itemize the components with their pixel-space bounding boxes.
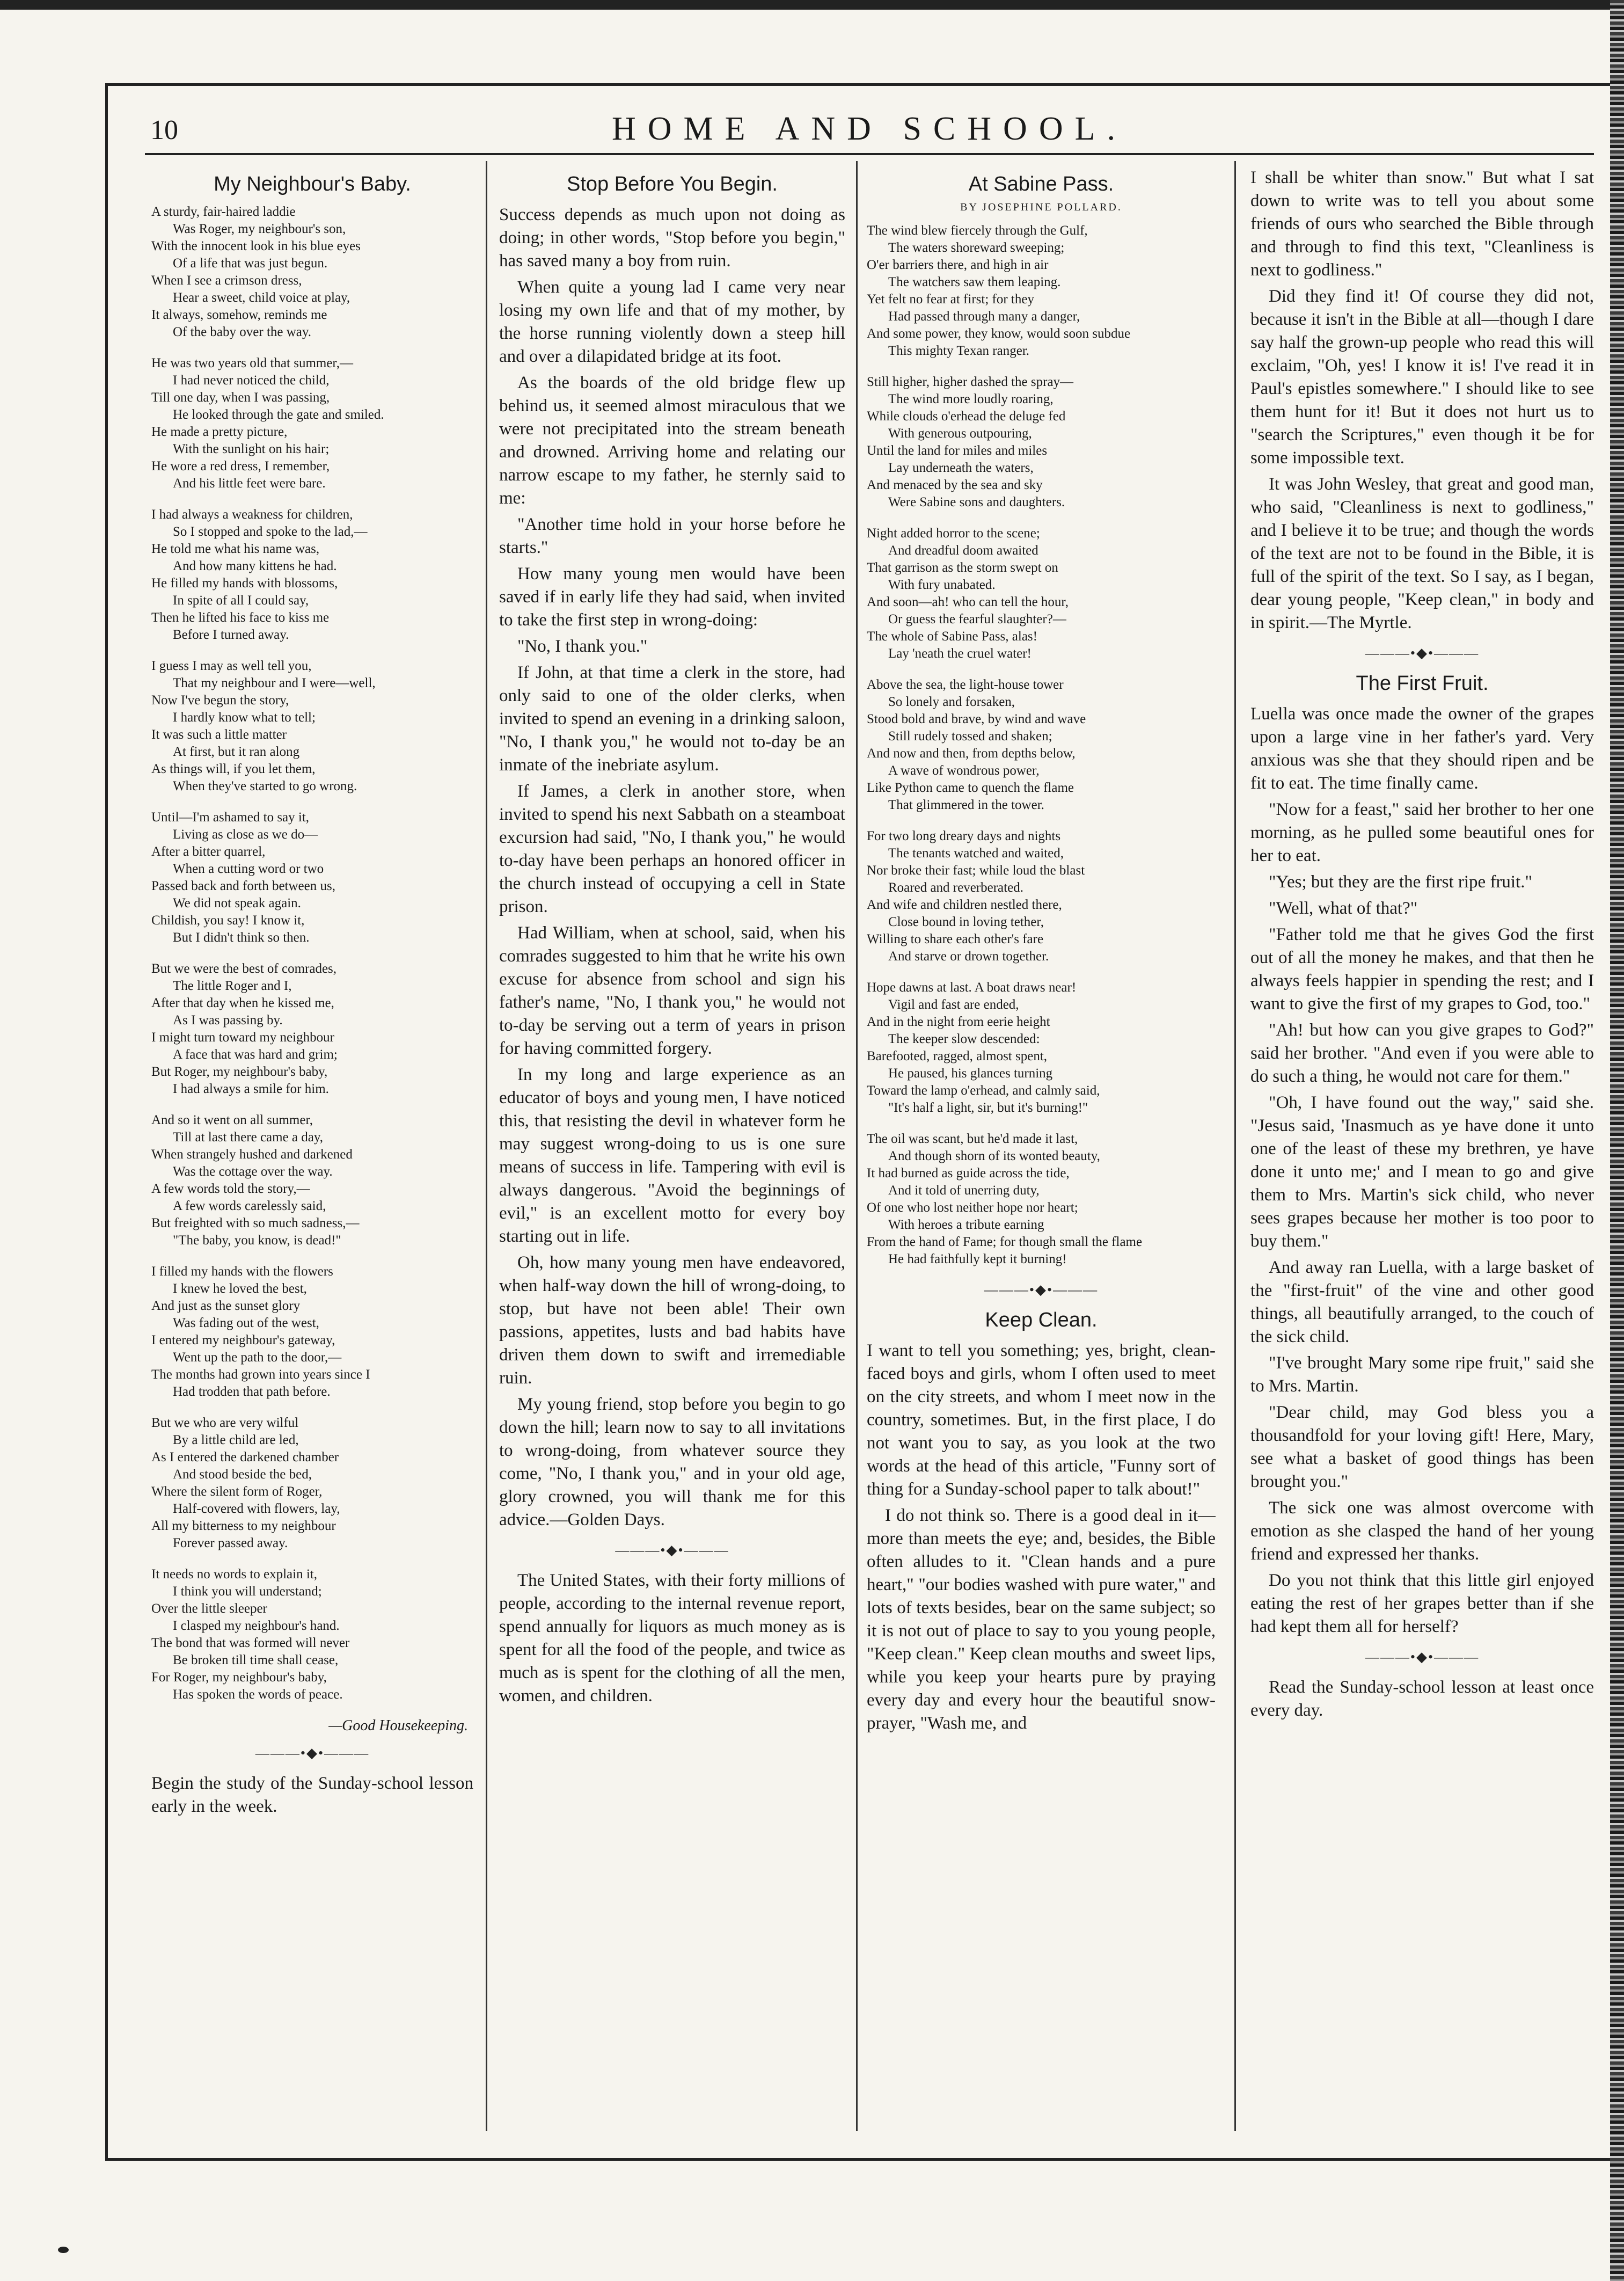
ornament-divider: ―――•◆•――― [615,1542,729,1558]
poem-line: And how many kittens he had. [173,559,337,573]
page-number: 10 [150,115,178,145]
article-body-stop-before-you-begin [499,203,845,1532]
stanza [867,979,1216,1117]
poem-line: Still rudely tossed and shaken; [888,729,1052,744]
column-4 [1250,166,1594,2126]
poem-line: The wind more loudly roaring, [888,392,1054,406]
poem-line: Childish, you say! I know it, [151,913,305,928]
poem-line: I guess I may as well tell you, [151,659,312,673]
poem-line: I think you will understand; [173,1584,322,1599]
poem-line: Now I've begun the story, [151,693,289,708]
poem-line: A few words carelessly said, [173,1199,326,1213]
poem-line: Lay 'neath the cruel water! [888,646,1032,661]
paragraph: Oh, how many young men have endeavored, when half-way down the hill of wrong-doing, to stop, but have not been able! Their own passions, appetites, lusts and bad habits have driven them down to swift and irremediable ruin. [499,1253,845,1388]
poem-line: Were Sabine sons and daughters. [888,495,1065,509]
paragraph: The sick one was almost overcome with emotion as she clasped the hand of her young friend and expressed her thanks. [1250,1498,1594,1564]
poem-line: A few words told the story,— [151,1182,310,1196]
poem-line: Has spoken the words of peace. [173,1687,343,1702]
stanza [151,1566,473,1703]
paragraph: Did they find it! Of course they did not, because it isn't in the Bible at all—though I dare say half the grown-up people who read this will exclaim, "Oh, yes! I know it is! I've read it in Paul's epistles somewhere." I should like to see them hunt for it! But it does not hurt us to "search the Scriptures," even though it be for some impossible text. [1250,287,1594,468]
poem-line: I knew he loved the best, [173,1281,307,1296]
masthead: HOME AND SCHOOL. [612,111,1127,147]
paragraph: I do not think so. There is a good deal in it—more than meets the eye; and, besides, the Bible often alludes to it. "Clean hands and a pure heart," "our bodies washed with pure water," and lots of texts besides, bear on the same subject; so it is not out of place to say to you young people, "Keep clean." Keep clean mouths and sweet lips, while you keep your hearts pure by praying every day and every hour the beautiful snow-prayer, "Wash me, and [867,1506,1216,1733]
poem-line: Stood bold and brave, by wind and wave [867,712,1086,726]
poem-line: And his little feet were bare. [173,476,326,491]
stanza [151,1263,473,1401]
poem-line: But freighted with so much sadness,— [151,1216,360,1230]
column-rule [486,161,487,2131]
poem-line: And it told of unerring duty, [888,1183,1040,1198]
poem-line: When a cutting word or two [173,862,324,876]
stanza [867,828,1216,965]
paragraph: "Now for a feast," said her brother to her one morning, as he pulled some beautiful ones for her to eat. [1250,800,1594,865]
paragraph: In my long and large experience as an educator of boys and young men, I have noticed this, that resisting the devil in whatever form he may suggest wrong-doing to us is one sure means of success in life. Tampering with evil is always dangerous. "Avoid the beginnings of evil," is an excellent motto for every boy starting out in life. [499,1065,845,1246]
stanza [151,960,473,1098]
section-title: The First Fruit. [1356,672,1489,695]
column-1 [151,166,473,2126]
poem-line: Night added horror to the scene; [867,526,1040,541]
poem-line: He told me what his name was, [151,542,320,556]
poem-line: I entered my neighbour's gateway, [151,1333,335,1347]
poem-line: And menaced by the sea and sky [867,478,1043,492]
paragraph: "Another time hold in your horse before he starts." [499,515,845,557]
poem-line: That my neighbour and I were—well, [173,676,376,690]
poem-line: The waters shoreward sweeping; [888,241,1065,255]
paragraph: "Dear child, may God bless you a thousandfold for your loving gift! Here, Mary, see what a basket of good things has been brought you." [1250,1403,1594,1491]
poem-line: The watchers saw them leaping. [888,275,1061,289]
poem-line: As things will, if you let them, [151,762,316,776]
poem-line: Barefooted, ragged, almost spent, [867,1049,1048,1063]
paragraph: Do you not think that this little girl enjoyed eating the rest of her grapes better than if she had kept them all for herself? [1250,1571,1594,1636]
poem-line: The bond that was formed will never [151,1636,350,1650]
stanza [867,374,1216,511]
poem-line: He looked through the gate and smiled. [173,407,384,422]
poem-line: Roared and reverberated. [888,880,1023,895]
poem-line: The wind blew fiercely through the Gulf, [867,223,1088,238]
poem-line: And soon—ah! who can tell the hour, [867,595,1069,609]
bottom-rule [105,2158,1608,2160]
poem-line: "The baby, you know, is dead!" [173,1233,341,1248]
poem-line: Was fading out of the west, [173,1316,319,1330]
poem-line: And some power, they know, would soon subdue [867,326,1131,341]
paragraph: "I've brought Mary some ripe fruit," said she to Mrs. Martin. [1250,1353,1594,1396]
stanza [151,355,473,492]
poem-line: It needs no words to explain it, [151,1567,317,1582]
stanza [867,676,1216,814]
poem-line: With the sunlight on his hair; [173,442,330,456]
poem-line: Over the little sleeper [151,1601,267,1616]
ornament-divider: ―――•◆•――― [1365,645,1480,661]
poem-credit: —Good Housekeeping. [328,1717,468,1734]
poem-line: I hardly know what to tell; [173,710,316,725]
poem-line: With fury unabated. [888,578,996,592]
poem-line: Like Python came to quench the flame [867,781,1074,795]
poem-line: A wave of wondrous power, [888,763,1040,778]
poem-line: A sturdy, fair-haired laddie [151,205,296,219]
poem-line: O'er barriers there, and high in air [867,258,1049,272]
paragraph: Luella was once made the owner of the grapes upon a large vine in her father's yard. Very anxious was she that they should ripen and be fit to eat. The time finally came. [1250,704,1594,793]
note-text: Read the Sunday-school lesson at least once every day. [1250,1678,1594,1720]
poem-line: For Roger, my neighbour's baby, [151,1670,327,1685]
paragraph: I shall be whiter than snow." But what I sat down to write was to tell you about some friends of ours who searched the Bible through and through to find this text, "Cleanliness is next to godliness." [1250,168,1594,280]
poem-line: Lay underneath the waters, [888,461,1034,475]
paragraph: It was John Wesley, that great and good man, who said, "Cleanliness is next to godliness," and I believe it to be true; and though the words of the text are not to be found in the Bible, it is full of the spirit of the text. So I say, as I began, dear young people, "Keep clean," in body and in spirit.—The Myrtle. [1250,475,1594,632]
poem-line: That glimmered in the tower. [888,798,1044,812]
poem-line: He filled my hands with blossoms, [151,576,338,591]
poem-line: Yet felt no fear at first; for they [867,292,1034,307]
scan-edge [1610,0,1624,2281]
paragraph: How many young men would have been saved if in early life they had said, when invited to take the first step in wrong-doing: [499,564,845,630]
poem-line: Then he lifted his face to kiss me [151,610,330,625]
poem-line: And dreadful doom awaited [888,543,1038,558]
poem-line: Close bound in loving tether, [888,915,1044,929]
poem-line: With generous outpouring, [888,426,1032,441]
poem-line: After that day when he kissed me, [151,996,334,1010]
poem-line: It had burned as guide across the tide, [867,1166,1070,1180]
poem-line: I had always a smile for him. [173,1082,329,1096]
poem-line: Living as close as we do— [173,827,318,842]
poem-line: Of a life that was just begun. [173,256,328,271]
stanza [867,525,1216,662]
poem-line: Toward the lamp o'erhead, and calmly said, [867,1083,1100,1098]
poem-line: Had trodden that path before. [173,1384,331,1399]
poem-title: My Neighbour's Baby. [214,173,411,195]
poem-line: And now and then, from depths below, [867,746,1076,761]
poem-line: Was the cottage over the way. [173,1164,333,1179]
poem-line: And just as the sunset glory [151,1299,301,1313]
article-body-the-first-fruit [1250,703,1594,1638]
top-border [0,0,1624,10]
poem-line: When strangely hushed and darkened [151,1147,353,1162]
poem-line: For two long dreary days and nights [867,829,1061,843]
paragraph: "Well, what of that?" [1269,899,1418,918]
poem-line: Nor broke their fast; while loud the blast [867,863,1085,878]
paragraph: Had William, when at school, said, when his comrades suggested to him that he write his own excuse for absence from school and sign his father's name, "No, I thank you," he would not to-day be serving out a term of years in prison for having committed forgery. [499,923,845,1058]
poem-line: Hope dawns at last. A boat draws near! [867,980,1077,995]
paragraph: "Father told me that he gives God the first out of all the money he makes, and that then he always feels happier in spending the rest; and I want to give the first of my grapes to God, too." [1250,925,1594,1014]
stanza [151,1112,473,1249]
poem-line: Passed back and forth between us, [151,879,335,893]
poem-line: But we were the best of comrades, [151,961,337,976]
poem-line: I might turn toward my neighbour [151,1030,334,1045]
poem-line: With heroes a tribute earning [888,1218,1044,1232]
poem-line: And starve or drown together. [888,949,1049,964]
paragraph: As the boards of the old bridge flew up behind us, it seemed almost miraculous that we were not precipitated into the stream beneath and drowned. Arriving home and relating our narrow escape to my father, he sternly said to me: [499,373,845,508]
stanza [151,203,473,341]
article-body-keep-clean [867,1339,1216,1735]
poem-line: Of the baby over the way. [173,325,312,339]
poem-line: It was such a little matter [151,727,287,742]
note-text: The United States, with their forty millions of people, according to the internal revenue report, spend annually for liquors as much money as is spent for all the food of the people, and twice as much as is spent for the clothing of all the men, women, and children. [499,1571,845,1706]
poem-line: I filled my hands with the flowers [151,1264,333,1279]
paragraph: "Oh, I have found out the way," said she. "Jesus said, 'Inasmuch as ye have done it unto one of the least of these my brethren, ye have done it unto me;' and I mean to go and give them to Mrs. Martin's sick child, who never sees grapes because her mother is too poor to buy them." [1250,1093,1594,1251]
poem-line: And wife and children nestled there, [867,898,1062,912]
poem-line: The tenants watched and waited, [888,846,1064,861]
poem-line: After a bitter quarrel, [151,844,266,859]
poem-line: I clasped my neighbour's hand. [173,1619,340,1633]
poem-line: And though shorn of its wonted beauty, [888,1149,1100,1163]
poem-line: Above the sea, the light-house tower [867,677,1064,692]
poem-line: "It's half a light, sir, but it's burning!" [888,1101,1088,1115]
column-2 [499,166,845,2126]
paragraph: If James, a clerk in another store, when invited to spend his next Sabbath on a steamboat excursion had said, "No, I thank you," he would to-day have been perhaps an honored officer in the church instead of occupying a cell in State prison. [499,782,845,916]
column-rule [1234,161,1236,2131]
poem-line: So I stopped and spoke to the lad,— [173,524,368,539]
poem-line: Of one who lost neither hope nor heart; [867,1200,1078,1215]
stanza [151,658,473,795]
stanza [151,809,473,946]
header-rule [145,153,1594,155]
poem-line: Until the land for miles and miles [867,443,1048,458]
poem-line: When they've started to go wrong. [173,779,357,793]
poem-line: When I see a crimson dress, [151,273,302,288]
poem-line: He made a pretty picture, [151,425,288,439]
poem-line: The months had grown into years since I [151,1367,370,1382]
poem-line: As I was passing by. [173,1013,283,1027]
page-header [145,110,1594,158]
column-3 [867,166,1216,2126]
paragraph: "Ah! but how can you give grapes to God?" said her brother. "And even if you were able to do such a thing, he would not care for them." [1250,1021,1594,1086]
poem-line: So lonely and forsaken, [888,695,1015,709]
poem-line: Willing to share each other's fare [867,932,1044,946]
poem-line: The little Roger and I, [173,979,292,993]
poem-line: Forever passed away. [173,1536,288,1550]
poem-line: Went up the path to the door,— [173,1350,342,1365]
stanza [151,506,473,644]
poem-line: As I entered the darkened chamber [151,1450,339,1464]
ornament-divider: ―――•◆•――― [255,1745,370,1761]
poem-line: But Roger, my neighbour's baby, [151,1065,328,1079]
poem-line: Before I turned away. [173,628,289,642]
poem-line: He wore a red dress, I remember, [151,459,330,473]
poem-my-neighbours-baby [151,203,473,1703]
stanza [867,1131,1216,1268]
article-title: Stop Before You Begin. [567,173,778,195]
poem-line: But I didn't think so then. [173,930,310,945]
article-body-keep-clean-continued [1250,166,1594,635]
poem-line: And stood beside the bed, [173,1467,312,1482]
poem-line: While clouds o'erhead the deluge fed [867,409,1066,424]
stanza [867,222,1216,360]
note-text: Begin the study of the Sunday-school lesson early in the week. [151,1774,473,1816]
paragraph: When quite a young lad I came very near losing my own life and that of my mother, by the horse running violently down a steep hill and over a dilapidated bridge at its foot. [499,278,845,366]
poem-line: Be broken till time shall cease, [173,1653,339,1667]
poem-line: I had always a weakness for children, [151,507,353,522]
poem-line: A face that was hard and grim; [173,1047,338,1062]
poem-line: The whole of Sabine Pass, alas! [867,629,1037,644]
paragraph: I want to tell you something; yes, bright, clean-faced boys and girls, whom I often used to meet on the city streets, and whom I meet now in the country, sometimes. But, in the first place, I do not want you to say, as you look at the two words at the head of this article, "Funny sort of thing for a Sunday-school paper to talk about!" [867,1341,1216,1499]
poem-line: But we who are very wilful [151,1416,299,1430]
poem-line: At first, but it ran along [173,745,300,759]
poem-line: And in the night from eerie height [867,1015,1050,1029]
poem-line: He was two years old that summer,— [151,356,354,370]
paragraph: And away ran Luella, with a large basket of the "first-fruit" of the vine and other good things, all beautifully arranged, to the couch of the sick child. [1250,1258,1594,1346]
poem-line: Until—I'm ashamed to say it, [151,810,310,825]
paragraph: My young friend, stop before you begin to go down the hill; learn now to say to all invitations to wrong-doing, from whatever source they come, "No, I thank you," and in your old age, glory crowned, you will thank me for this advice.—Golden Days. [499,1395,845,1529]
poem-title: At Sabine Pass. [968,173,1114,195]
poem-line: It always, somehow, reminds me [151,308,327,322]
poem-line: Till at last there came a day, [173,1130,324,1145]
poem-line: This mighty Texan ranger. [888,344,1030,358]
paragraph: If John, at that time a clerk in the store, had only said to one of the older clerks, when invited to spend an evening in a drinking saloon, "No, I thank you," he would not to-day be an inmate of the inebriate asylum. [499,663,845,775]
stanza [151,1415,473,1552]
poem-line: And so it went on all summer, [151,1113,313,1127]
paragraph: "No, I thank you." [517,637,648,656]
poem-line: He had faithfully kept it burning! [888,1252,1067,1266]
poem-line: Had passed through many a danger, [888,309,1080,324]
poem-line: Where the silent form of Roger, [151,1484,323,1499]
poem-line: The oil was scant, but he'd made it last, [867,1132,1078,1146]
scan-speck [58,2247,69,2253]
column-rule [856,161,858,2131]
poem-line: That garrison as the storm swept on [867,560,1058,575]
poem-line: With the innocent look in his blue eyes [151,239,361,253]
poem-line: Till one day, when I was passing, [151,390,330,405]
paragraph: Success depends as much upon not doing as doing; in other words, "Stop before you begin," has saved many a boy from ruin. [499,205,845,271]
poem-line: Half-covered with flowers, lay, [173,1502,340,1516]
byline: BY JOSEPHINE POLLARD. [960,201,1122,213]
poem-line: Vigil and fast are ended, [888,997,1019,1012]
poem-line: Was Roger, my neighbour's son, [173,222,346,236]
ornament-divider: ―――•◆•――― [1365,1649,1480,1665]
poem-line: By a little child are led, [173,1433,299,1447]
poem-line: From the hand of Fame; for though small the flame [867,1235,1143,1249]
poem-line: All my bitterness to my neighbour [151,1519,336,1533]
poem-line: Hear a sweet, child voice at play, [173,290,350,305]
poem-line: The keeper slow descended: [888,1032,1040,1046]
poem-line: Or guess the fearful slaughter?— [888,612,1066,626]
poem-line: I had never noticed the child, [173,373,330,388]
poem-line: We did not speak again. [173,896,301,910]
section-title: Keep Clean. [985,1309,1098,1331]
ornament-divider: ―――•◆•――― [984,1282,1099,1298]
poem-line: Still higher, higher dashed the spray— [867,375,1074,389]
paragraph: "Yes; but they are the first ripe fruit." [1269,872,1532,892]
poem-at-sabine-pass [867,222,1216,1268]
poem-line: In spite of all I could say, [173,593,309,608]
poem-line: He paused, his glances turning [888,1066,1053,1081]
